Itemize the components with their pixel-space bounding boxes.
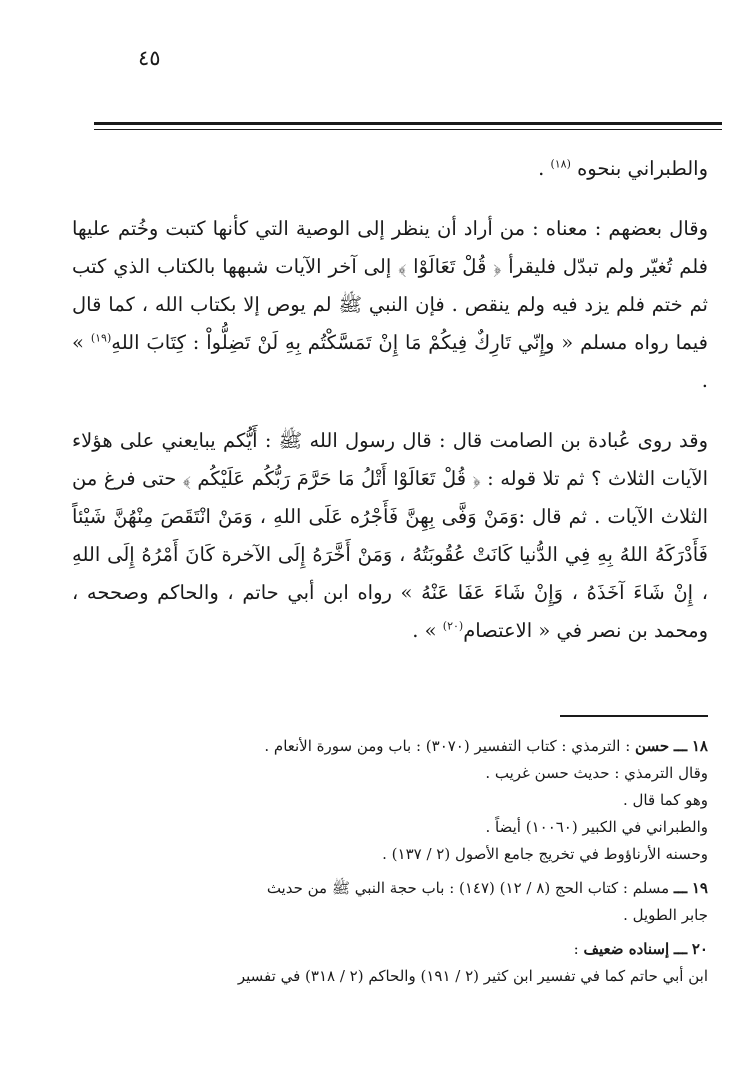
header-rule-thin	[94, 129, 722, 130]
footnote-19-line-2: جابر الطويل .	[623, 906, 708, 924]
paragraph-2-end: » .	[72, 331, 708, 392]
paragraph-3-text: وقد روى عُبادة بن الصامت قال : قال رسول الله ﷺ : أَيُّكم يبايعني على هؤلاء الآيات الثلاث ؟ ثم تلا قوله : ﴿ قُلْ تَعَالَوْا أَتْلُ مَا حَرَّمَ رَبُّكُم عَلَيْكُم ﴾ حتى فرغ من الثلاث الآيات . ثم قال :وَمَنْ وَفَّى بِهِنَّ فَأَجْرُه عَلَى اللهِ ، وَمَنْ انْتَقَصَ مِنْهُنَّ شَيْئاً فَأَدْرَكَهُ اللهُ بِهِ فِي الدُّنيا كَانَتْ عُقُوبَتُهُ ، وَمَنْ أَخَّرَهُ إِلَى الآخرة كَانَ أَمْرُهُ إِلَى اللهِ ، إِنْ شَاءَ آخَذَهُ ، وَإِنْ شَاءَ عَفَا عَنْهُ » رواه ابن أبي حاتم ، والحاكم وصححه ، ومحمد بن نصر في « الاعتصام	[72, 429, 708, 642]
footnote-19-source: مسلم : كتاب الحج (٨ / ١٢) (١٤٧) : باب حجة النبي ﷺ من حديث	[266, 879, 670, 897]
footnote-20-dash: ـــ	[673, 940, 688, 958]
paragraph-1-text: والطبراني بنحوه	[577, 157, 708, 180]
footnote-separator	[560, 715, 708, 717]
footnote-18-line-2: وقال الترمذي : حديث حسن غريب .	[485, 764, 708, 782]
footnotes	[72, 733, 708, 997]
footnote-18-line-1	[72, 733, 708, 760]
footnote-20-colon: :	[573, 940, 579, 958]
footnote-18-source: : الترمذي : كتاب التفسير (٣٠٧٠) : باب ومن سورة الأنعام .	[264, 737, 631, 755]
footnote-20	[72, 936, 708, 990]
main-text	[72, 150, 708, 650]
footnote-19-dash: ـــ	[673, 879, 688, 897]
footnote-18	[72, 733, 708, 868]
footnote-18-dash: ـــ	[673, 737, 688, 755]
footnote-ref-18: (١٨)	[550, 157, 571, 171]
footnote-19-number: ١٩	[691, 879, 708, 897]
footnote-18-grade: حسن	[635, 737, 670, 755]
footnote-18-line-4: والطبراني في الكبير (١٠٠٦٠) أيضاً .	[485, 818, 708, 836]
footnote-19	[72, 875, 708, 929]
paragraph-3	[72, 422, 708, 650]
footnote-20-line-2: ابن أبي حاتم كما في تفسير ابن كثير (٢ / ١٩١) والحاكم (٢ / ٣١٨) في تفسير	[237, 967, 708, 985]
footnote-18-line-5: وحسنه الأرناؤوط في تخريج جامع الأصول (٢ / ١٣٧) .	[382, 845, 708, 863]
page-number: ٤٥	[138, 46, 161, 70]
footnote-20-grade: إسناده ضعيف	[583, 940, 670, 958]
footnote-20-number: ٢٠	[691, 940, 708, 958]
footnote-ref-20: (٢٠)	[442, 619, 464, 633]
footnote-18-number: ١٨	[691, 737, 708, 755]
header-rule-thick	[94, 122, 722, 125]
paragraph-1	[72, 150, 708, 188]
footnote-19-line-1	[72, 875, 708, 902]
footnote-ref-19: (١٩)	[90, 331, 112, 345]
footnote-18-line-3: وهو كما قال .	[623, 791, 708, 809]
paragraph-2-text: وقال بعضهم : معناه : من أراد أن ينظر إلى الوصية التي كأنها كتبت وخُتم عليها فلم تُغيّر ولم تبدّل فليقرأ ﴿ قُلْ تَعَالَوْا ﴾ إلى آخر الآيات شبهها بالكتاب الذي كتب ثم ختم فلم يزد فيه ولم ينقص . فإن النبي ﷺ لم يوص إلا بكتاب الله ، كما قال فيما رواه مسلم « وإِنّي تَارِكٌ فِيكُمْ مَا إِنْ تَمَسَّكْتُم بِهِ لَنْ تَضِلُّواْ : كِتَابَ اللهِ	[72, 217, 708, 354]
paragraph-3-end: » .	[412, 619, 437, 642]
paragraph-2	[72, 210, 708, 400]
paragraph-1-end: .	[538, 157, 545, 180]
footnote-20-line-1	[72, 936, 708, 963]
